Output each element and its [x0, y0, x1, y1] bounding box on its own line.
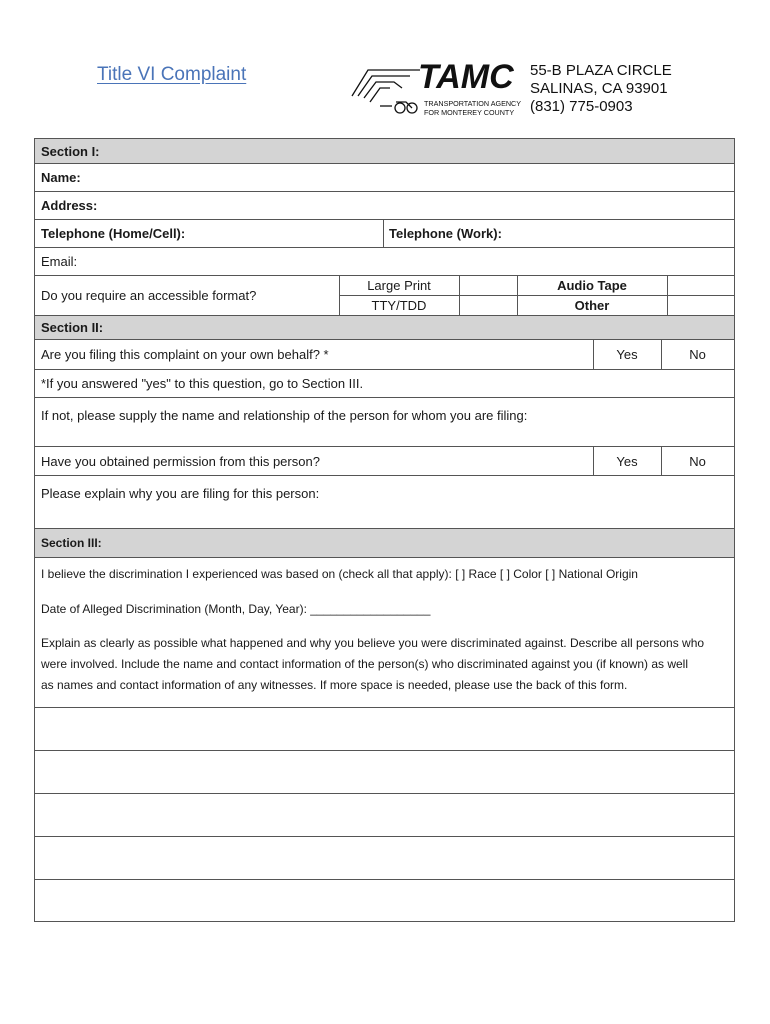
explain-filing-row[interactable] [35, 476, 734, 529]
telephone-row [35, 220, 734, 248]
answer-line-3[interactable] [35, 794, 734, 837]
answer-line-5[interactable] [35, 880, 734, 921]
logo-subtitle-1: TRANSPORTATION AGENCY [424, 99, 522, 108]
email-label: Email: [41, 254, 78, 269]
own-behalf-no[interactable]: No [689, 347, 706, 362]
section-3-header: Section III: [35, 529, 734, 558]
answer-line-2[interactable] [35, 751, 734, 794]
permission-no[interactable]: No [689, 453, 706, 469]
name-label: Name: [41, 170, 81, 185]
form-title: Title VI Complaint [97, 64, 247, 85]
option-audio-tape: Audio Tape [557, 278, 627, 293]
option-other: Other [574, 298, 610, 313]
yes-note: *If you answered "yes" to this question, go to Section III. [41, 376, 364, 391]
own-behalf-question: Are you filing this complaint on your own behalf? * [41, 347, 329, 362]
agency-phone: (831) 775-0903 [530, 98, 633, 115]
name-row[interactable] [35, 164, 734, 192]
discrimination-basis: I believe the discrimination I experienced was based on (check all that apply): [ ] Race [ ] Color [ ] National Origin [41, 567, 638, 581]
explain-instructions-2: were involved. Include the name and contact information of the person(s) who discriminated against you (if known) as well [41, 657, 688, 671]
address-label: Address: [41, 198, 98, 213]
phone-home-field[interactable]: Telephone (Home/Cell): [41, 226, 186, 241]
own-behalf-row [35, 340, 734, 370]
permission-yes[interactable]: Yes [616, 453, 638, 469]
large-print-checkbox[interactable] [459, 276, 517, 295]
person-name-row[interactable] [35, 398, 734, 447]
section-1-header: Section I: [35, 139, 734, 164]
answer-line-4[interactable] [35, 837, 734, 880]
explain-instructions-3: as names and contact information of any witnesses. If more space is needed, please use the back of this form. [41, 678, 628, 692]
own-behalf-yes[interactable]: Yes [616, 347, 638, 362]
audio-tape-checkbox[interactable] [667, 276, 734, 295]
agency-address [530, 62, 672, 116]
accessible-format-row [35, 276, 734, 316]
explain-filing-label: Please explain why you are filing for this person: [41, 486, 320, 501]
person-name-label: If not, please supply the name and relationship of the person for whom you are filing: [41, 408, 528, 423]
complaint-form [34, 138, 735, 922]
option-tty: TTY/TDD [371, 298, 427, 313]
section-2-header: Section II: [35, 316, 734, 340]
tty-checkbox[interactable] [459, 296, 517, 315]
option-large-print: Large Print [367, 278, 431, 293]
explain-instructions-1: Explain as clearly as possible what happened and why you believe you were discriminated against. Describe all persons who [41, 636, 705, 650]
logo-text: TAMC [418, 58, 514, 96]
phone-work-field[interactable]: Telephone (Work): [389, 226, 502, 241]
permission-question: Have you obtained permission from this person? [41, 453, 320, 469]
email-row[interactable] [35, 248, 734, 276]
other-checkbox[interactable] [667, 296, 734, 315]
logo-subtitle-2: FOR MONTEREY COUNTY [424, 108, 515, 117]
tamc-logo [350, 58, 530, 124]
address-line-2: SALINAS, CA 93901 [530, 80, 668, 97]
discrimination-date: Date of Alleged Discrimination (Month, Day, Year): __________________ [41, 602, 431, 616]
section-3-instructions [35, 558, 734, 708]
yes-note-row [35, 370, 734, 398]
answer-line-1[interactable] [35, 708, 734, 751]
accessible-format-question: Do you require an accessible format? [41, 288, 257, 303]
address-row[interactable] [35, 192, 734, 220]
permission-row [35, 447, 734, 476]
address-line-1: 55-B PLAZA CIRCLE [530, 62, 672, 79]
